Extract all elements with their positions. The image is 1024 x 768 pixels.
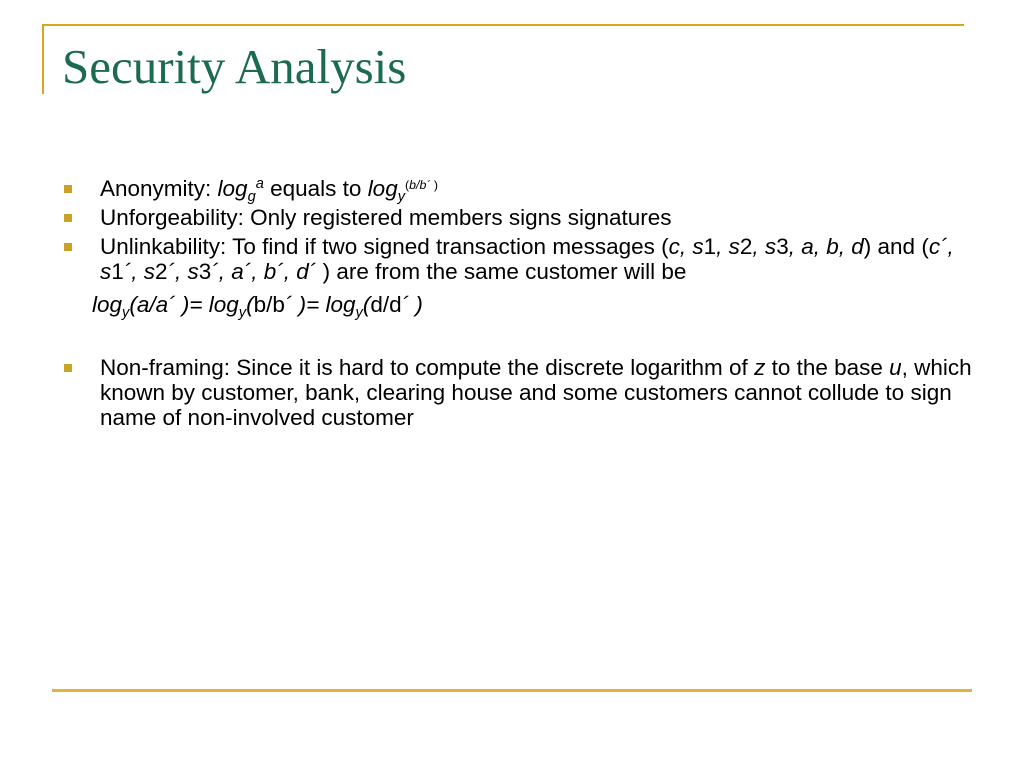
bullet-square-icon bbox=[64, 185, 72, 193]
equation-log-b: log bbox=[208, 292, 239, 317]
unlinkability-cp: c´, s bbox=[100, 234, 954, 284]
unlinkability-s2: , s bbox=[716, 234, 740, 259]
bullet-square-icon bbox=[64, 243, 72, 251]
anonymity-log1-exp: a bbox=[255, 175, 264, 192]
unlinkability-text-2: ) and ( bbox=[863, 234, 929, 259]
equation-arg-b-open: ( bbox=[246, 292, 254, 317]
slide-content bbox=[62, 176, 972, 434]
unlinkability-text-1: Unlinkability: To find if two signed transaction messages ( bbox=[100, 234, 669, 259]
equation-arg-b-mid: b/b bbox=[253, 292, 285, 317]
unlinkability-rest: ´, a´, b´, d´ bbox=[211, 259, 323, 284]
unlinkability-sp3: ´, s bbox=[167, 259, 199, 284]
nonframing-z: z bbox=[754, 355, 766, 380]
equation-base-a: y bbox=[122, 305, 130, 322]
anonymity-label: Anonymity: bbox=[100, 176, 218, 201]
nonframing-text-2: to the base bbox=[765, 355, 890, 380]
bullet-square-icon bbox=[64, 214, 72, 222]
unlinkability-comma: , bbox=[788, 234, 795, 259]
bottom-border-line bbox=[52, 689, 972, 692]
anonymity-log2: log bbox=[367, 176, 398, 201]
anonymity-log1-base: g bbox=[247, 189, 256, 206]
unlinkability-n3: 3 bbox=[776, 234, 789, 259]
equation-arg-d-open: ( bbox=[362, 292, 371, 317]
unlinkability-n1: 1 bbox=[703, 234, 717, 259]
unlinkability-abd: a, b, d bbox=[801, 234, 864, 259]
equation-arg-d-mid: d/d bbox=[370, 292, 402, 317]
equation-base-b: y bbox=[238, 305, 247, 322]
equation-arg-b-close: ´ )= bbox=[284, 292, 326, 317]
equation-arg-a: (a/a´ )= bbox=[129, 292, 209, 317]
nonframing-u: u bbox=[889, 355, 902, 380]
bullet-square-icon bbox=[64, 364, 72, 372]
unlinkability-sp2: ´, s bbox=[123, 259, 156, 284]
unlinkability-c: c, s bbox=[668, 234, 704, 259]
bullet-unforgeability bbox=[62, 205, 972, 230]
bullet-nonframing bbox=[62, 355, 972, 430]
bullet-unlinkability bbox=[62, 234, 972, 284]
slide-title: Security Analysis bbox=[62, 39, 407, 94]
equation-arg-d-close: ´ ) bbox=[401, 292, 423, 317]
anonymity-log2-exp: b/b´ bbox=[409, 178, 434, 193]
anonymity-log1: log bbox=[217, 176, 248, 201]
left-border-line bbox=[42, 24, 44, 94]
unlinkability-text-3: ) are from the same customer will be bbox=[322, 259, 687, 284]
unlinkability-n2: 2 bbox=[739, 234, 753, 259]
equation-log-d: log bbox=[325, 292, 356, 317]
nonframing-text-3: , which known by customer, bank, clearing house and some customers cannot collude to sign name of non-involved customer bbox=[100, 355, 972, 430]
unlinkability-equation bbox=[62, 292, 972, 322]
unlinkability-np3: 3 bbox=[198, 259, 212, 284]
unlinkability-np1: 1 bbox=[111, 259, 124, 284]
unforgeability-text: Unforgeability: Only registered members signs signatures bbox=[100, 205, 672, 230]
unlinkability-np2: 2 bbox=[155, 259, 168, 284]
equation-base-d: y bbox=[355, 305, 363, 322]
equation-log-a: log bbox=[92, 292, 123, 317]
anonymity-log2-exp-close: ) bbox=[433, 178, 439, 193]
nonframing-text-1: Non-framing: Since it is hard to compute the discrete logarithm of bbox=[100, 355, 755, 380]
bullet-anonymity bbox=[62, 175, 972, 206]
unlinkability-s3: , s bbox=[752, 234, 777, 259]
anonymity-log2-exp-open: ( bbox=[405, 178, 410, 193]
anonymity-middle: equals to bbox=[263, 176, 368, 201]
top-border-line bbox=[42, 24, 964, 26]
anonymity-log2-base: y bbox=[397, 189, 406, 206]
